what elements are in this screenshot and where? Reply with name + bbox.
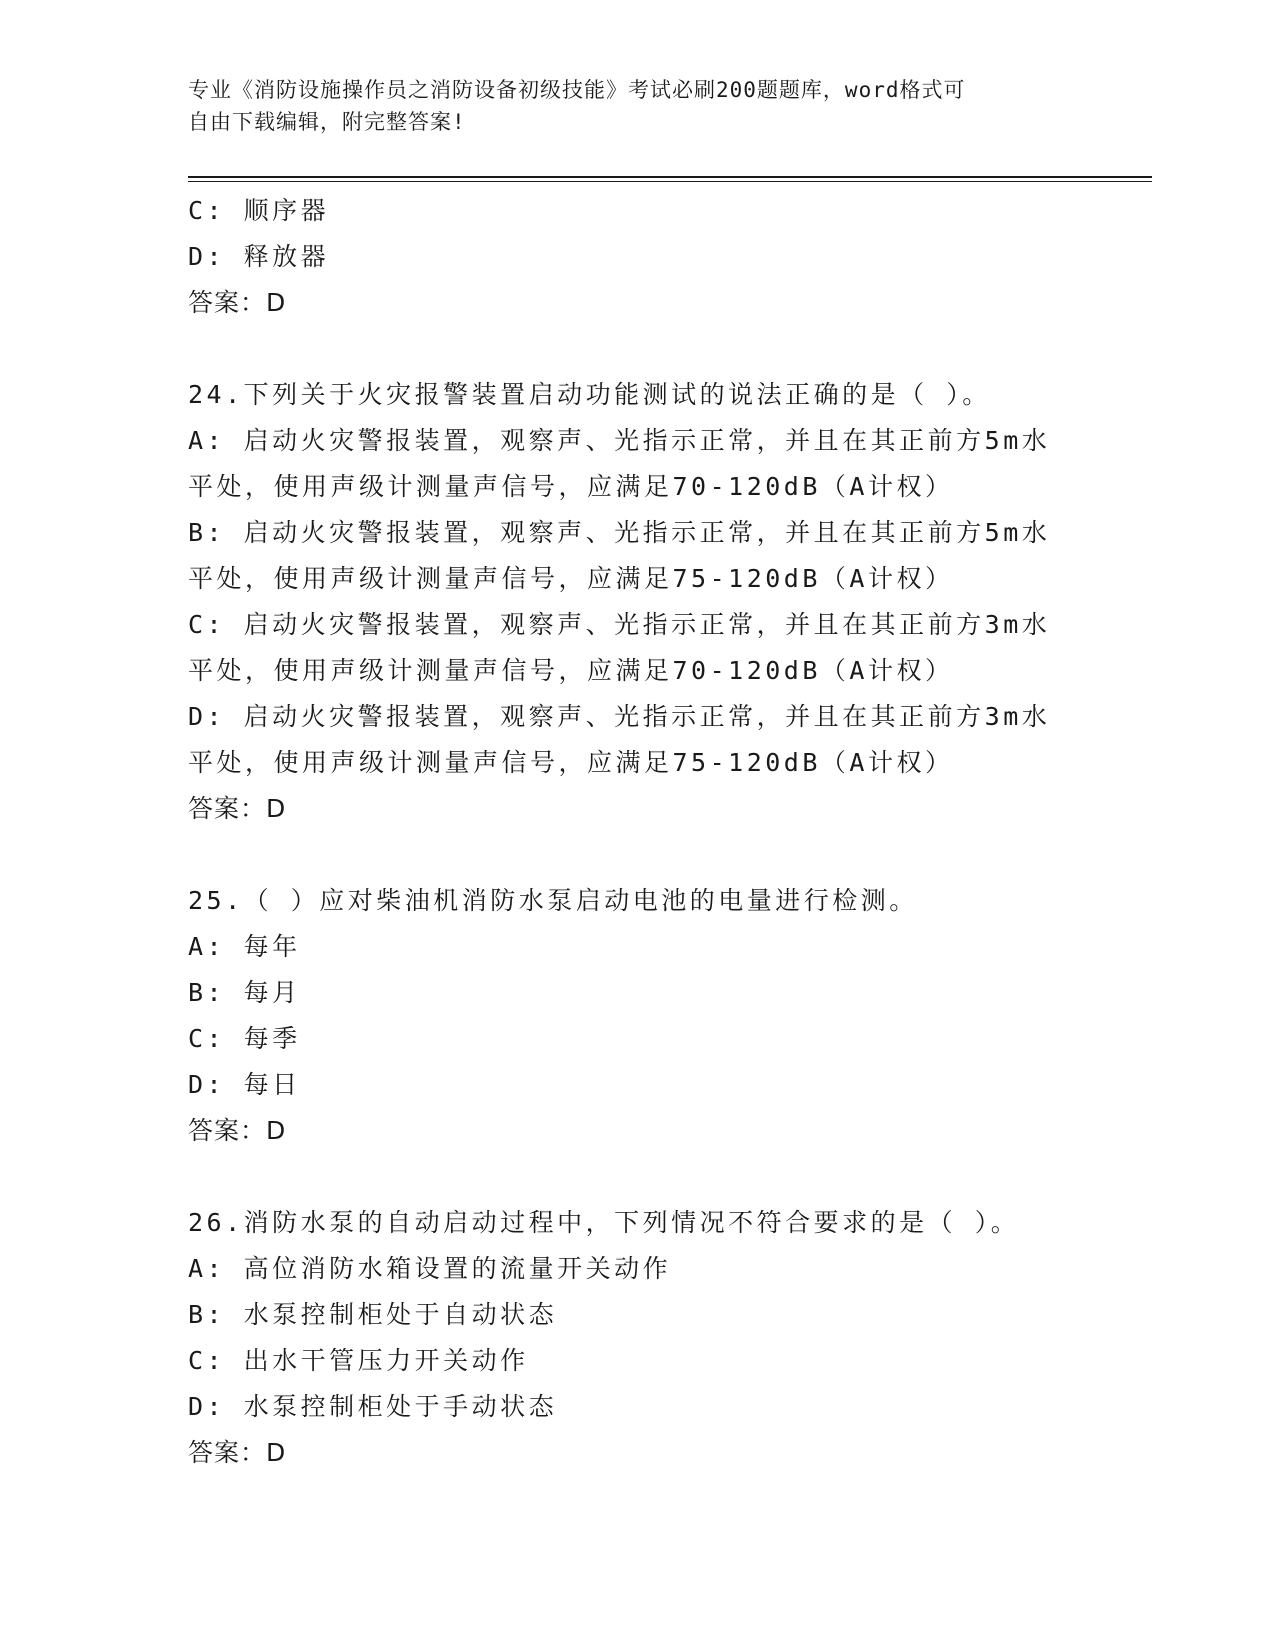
question-25	[188, 878, 1088, 1154]
spacer	[188, 832, 1088, 878]
option-b: B: 每月	[188, 978, 301, 1007]
answer-line: 答案：D	[188, 1116, 287, 1145]
option-c-continued: 平处，使用声级计测量声信号，应满足70-120dB（A计权）	[188, 656, 954, 685]
option-a-continued: 平处，使用声级计测量声信号，应满足70-120dB（A计权）	[188, 472, 954, 501]
option-c: C: 启动火灾警报装置，观察声、光指示正常，并且在其正前方3m水	[188, 610, 1051, 639]
header-divider-thin	[188, 181, 1152, 182]
header-divider-thick	[188, 176, 1152, 178]
option-b-continued: 平处，使用声级计测量声信号，应满足75-120dB（A计权）	[188, 564, 954, 593]
question-stem: 24.下列关于火灾报警装置启动功能测试的说法正确的是（ ）。	[188, 380, 991, 409]
question-24	[188, 372, 1088, 832]
option-c: C: 出水干管压力开关动作	[188, 1346, 529, 1375]
option-a: A: 每年	[188, 932, 301, 961]
option-c: C: 每季	[188, 1024, 301, 1053]
option-b: B: 水泵控制柜处于自动状态	[188, 1300, 558, 1329]
option-c: C: 顺序器	[188, 196, 330, 225]
question-stem: 25.（ ）应对柴油机消防水泵启动电池的电量进行检测。	[188, 886, 918, 915]
option-d: D: 每日	[188, 1070, 301, 1099]
option-a: A: 启动火灾警报装置，观察声、光指示正常，并且在其正前方5m水	[188, 426, 1051, 455]
answer-line: 答案：D	[188, 288, 287, 317]
option-a: A: 高位消防水箱设置的流量开关动作	[188, 1254, 672, 1283]
answer-line: 答案：D	[188, 794, 287, 823]
document-header	[188, 74, 1068, 138]
header-title-line-1: 专业《消防设施操作员之消防设备初级技能》考试必刷200题题库，word格式可	[188, 78, 966, 102]
question-stem: 26.消防水泵的自动启动过程中，下列情况不符合要求的是（ ）。	[188, 1208, 1020, 1237]
option-d-continued: 平处，使用声级计测量声信号，应满足75-120dB（A计权）	[188, 748, 954, 777]
question-26	[188, 1200, 1088, 1476]
answer-line: 答案：D	[188, 1438, 287, 1467]
option-d: D: 水泵控制柜处于手动状态	[188, 1392, 558, 1421]
option-d: D: 启动火灾警报装置，观察声、光指示正常，并且在其正前方3m水	[188, 702, 1051, 731]
header-title-line-2: 自由下载编辑，附完整答案!	[188, 110, 466, 134]
spacer	[188, 1154, 1088, 1200]
question-list	[188, 188, 1088, 1476]
option-b: B: 启动火灾警报装置，观察声、光指示正常，并且在其正前方5m水	[188, 518, 1051, 547]
spacer	[188, 326, 1088, 372]
question-23-tail	[188, 188, 1088, 326]
option-d: D: 释放器	[188, 242, 330, 271]
